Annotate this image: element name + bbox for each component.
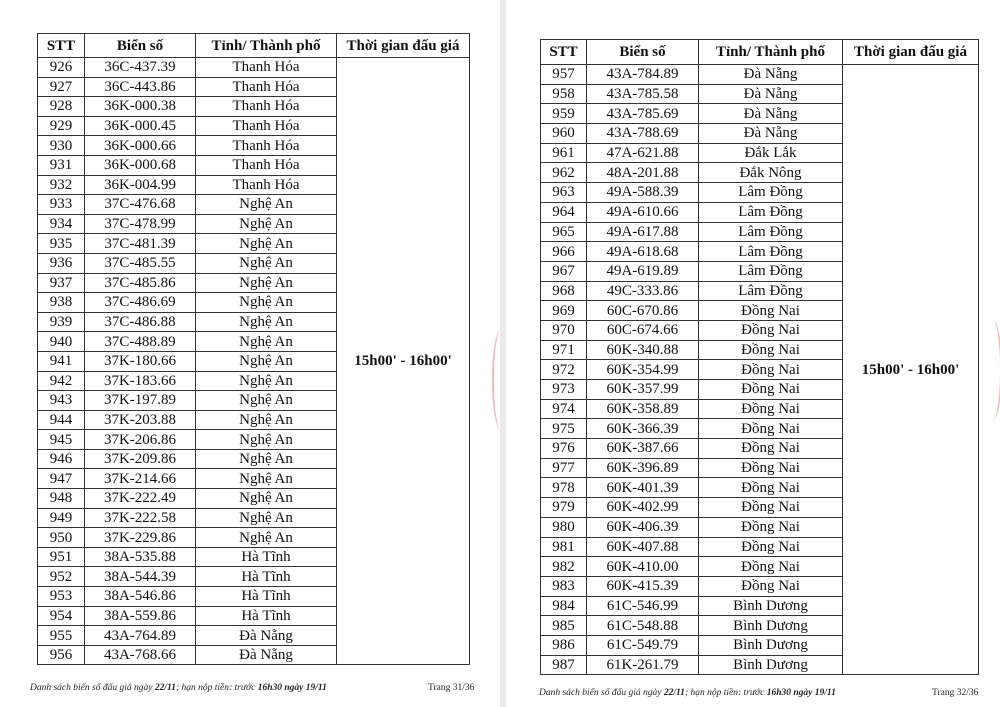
plate-cell: 60K-415.39 bbox=[587, 576, 699, 596]
plate-cell: 60K-366.39 bbox=[587, 419, 699, 439]
plate-cell: 60K-358.89 bbox=[587, 399, 699, 419]
header-stt: STT bbox=[541, 40, 587, 65]
stt-cell: 942 bbox=[38, 371, 85, 391]
province-cell: Đồng Nai bbox=[699, 498, 843, 518]
header-time: Thời gian đấu giá bbox=[337, 34, 470, 58]
stt-cell: 983 bbox=[541, 576, 587, 596]
stt-cell: 975 bbox=[541, 419, 587, 439]
stt-cell: 971 bbox=[541, 340, 587, 360]
stt-cell: 985 bbox=[541, 616, 587, 636]
province-cell: Đồng Nai bbox=[699, 360, 843, 380]
province-cell: Nghệ An bbox=[196, 195, 337, 215]
province-cell: Bình Dương bbox=[699, 616, 843, 636]
plate-cell: 37K-222.58 bbox=[85, 508, 196, 528]
stt-cell: 935 bbox=[38, 234, 85, 254]
province-cell: Đồng Nai bbox=[699, 380, 843, 400]
plate-cell: 37C-481.39 bbox=[85, 234, 196, 254]
stt-cell: 960 bbox=[541, 124, 587, 144]
stt-cell: 982 bbox=[541, 557, 587, 577]
province-cell: Thanh Hóa bbox=[196, 97, 337, 117]
plate-cell: 49A-618.68 bbox=[587, 242, 699, 262]
province-cell: Đồng Nai bbox=[699, 458, 843, 478]
stt-cell: 978 bbox=[541, 478, 587, 498]
province-cell: Thanh Hóa bbox=[196, 136, 337, 156]
plate-cell: 43A-764.89 bbox=[85, 626, 196, 646]
province-cell: Thanh Hóa bbox=[196, 58, 337, 78]
plate-cell: 37K-206.86 bbox=[85, 430, 196, 450]
stt-cell: 958 bbox=[541, 84, 587, 104]
plate-cell: 47A-621.88 bbox=[587, 143, 699, 163]
province-cell: Thanh Hóa bbox=[196, 175, 337, 195]
plate-cell: 38A-544.39 bbox=[85, 567, 196, 587]
province-cell: Đồng Nai bbox=[699, 419, 843, 439]
province-cell: Hà Tĩnh bbox=[196, 567, 337, 587]
province-cell: Đồng Nai bbox=[699, 537, 843, 557]
stt-cell: 963 bbox=[541, 183, 587, 203]
province-cell: Nghệ An bbox=[196, 273, 337, 293]
plate-cell: 60K-401.39 bbox=[587, 478, 699, 498]
plate-cell: 49A-588.39 bbox=[587, 183, 699, 203]
plate-cell: 37K-229.86 bbox=[85, 528, 196, 548]
province-cell: Lâm Đồng bbox=[699, 222, 843, 242]
header-province: Tỉnh/ Thành phố bbox=[196, 34, 337, 58]
province-cell: Đà Nẵng bbox=[699, 65, 843, 85]
header-time: Thời gian đấu giá bbox=[843, 40, 979, 65]
stt-cell: 945 bbox=[38, 430, 85, 450]
stt-cell: 943 bbox=[38, 391, 85, 411]
stt-cell: 939 bbox=[38, 312, 85, 332]
province-cell: Nghệ An bbox=[196, 371, 337, 391]
plate-cell: 60C-674.66 bbox=[587, 320, 699, 340]
province-cell: Đồng Nai bbox=[699, 576, 843, 596]
province-cell: Nghệ An bbox=[196, 528, 337, 548]
stt-cell: 961 bbox=[541, 143, 587, 163]
stt-cell: 933 bbox=[38, 195, 85, 215]
auction-time-cell: 15h00' - 16h00' bbox=[337, 58, 470, 665]
table-row bbox=[541, 65, 979, 85]
province-cell: Lâm Đồng bbox=[699, 202, 843, 222]
province-cell: Đồng Nai bbox=[699, 301, 843, 321]
plate-cell: 37K-222.49 bbox=[85, 489, 196, 509]
province-cell: Đà Nẵng bbox=[196, 626, 337, 646]
page-footer: Danh sách biển số đấu giá ngày 22/11; hạn nộp tiền: trước 16h30 ngày 19/11 bbox=[30, 683, 327, 693]
header-stt: STT bbox=[38, 34, 85, 58]
stt-cell: 948 bbox=[38, 489, 85, 509]
plate-cell: 60K-387.66 bbox=[587, 439, 699, 459]
seal-stamp bbox=[492, 330, 510, 430]
province-cell: Nghệ An bbox=[196, 508, 337, 528]
plate-cell: 37C-488.89 bbox=[85, 332, 196, 352]
plate-cell: 61C-548.88 bbox=[587, 616, 699, 636]
plate-cell: 60K-340.88 bbox=[587, 340, 699, 360]
province-cell: Hà Tĩnh bbox=[196, 606, 337, 626]
province-cell: Nghệ An bbox=[196, 293, 337, 313]
stt-cell: 930 bbox=[38, 136, 85, 156]
plate-cell: 36C-443.86 bbox=[85, 77, 196, 97]
stt-cell: 962 bbox=[541, 163, 587, 183]
stt-cell: 964 bbox=[541, 202, 587, 222]
stt-cell: 950 bbox=[38, 528, 85, 548]
stt-cell: 986 bbox=[541, 635, 587, 655]
plate-cell: 60K-407.88 bbox=[587, 537, 699, 557]
province-cell: Bình Dương bbox=[699, 596, 843, 616]
stt-cell: 959 bbox=[541, 104, 587, 124]
province-cell: Lâm Đồng bbox=[699, 183, 843, 203]
plate-cell: 37C-485.55 bbox=[85, 253, 196, 273]
province-cell: Hà Tĩnh bbox=[196, 587, 337, 607]
plate-cell: 43A-784.89 bbox=[587, 65, 699, 85]
plate-cell: 36K-004.99 bbox=[85, 175, 196, 195]
stt-cell: 987 bbox=[541, 655, 587, 675]
plate-cell: 37C-486.88 bbox=[85, 312, 196, 332]
stt-cell: 944 bbox=[38, 410, 85, 430]
header-plate: Biển số bbox=[587, 40, 699, 65]
plate-cell: 38A-546.86 bbox=[85, 587, 196, 607]
stt-cell: 972 bbox=[541, 360, 587, 380]
plate-cell: 37K-197.89 bbox=[85, 391, 196, 411]
plate-cell: 60K-357.99 bbox=[587, 380, 699, 400]
plate-cell: 43A-788.69 bbox=[587, 124, 699, 144]
stt-cell: 931 bbox=[38, 155, 85, 175]
stt-cell: 953 bbox=[38, 587, 85, 607]
stt-cell: 974 bbox=[541, 399, 587, 419]
stt-cell: 947 bbox=[38, 469, 85, 489]
plate-cell: 61K-261.79 bbox=[587, 655, 699, 675]
plate-cell: 37C-478.99 bbox=[85, 214, 196, 234]
stt-cell: 941 bbox=[38, 351, 85, 371]
header-province: Tỉnh/ Thành phố bbox=[699, 40, 843, 65]
plate-cell: 37C-476.68 bbox=[85, 195, 196, 215]
stt-cell: 968 bbox=[541, 281, 587, 301]
stt-cell: 936 bbox=[38, 253, 85, 273]
province-cell: Đà Nẵng bbox=[196, 645, 337, 665]
document-page-right bbox=[506, 0, 1000, 707]
plate-cell: 36K-000.66 bbox=[85, 136, 196, 156]
province-cell: Bình Dương bbox=[699, 655, 843, 675]
province-cell: Bình Dương bbox=[699, 635, 843, 655]
stt-cell: 956 bbox=[38, 645, 85, 665]
stt-cell: 965 bbox=[541, 222, 587, 242]
plate-cell: 37K-203.88 bbox=[85, 410, 196, 430]
plate-cell: 60C-670.86 bbox=[587, 301, 699, 321]
auction-time-cell: 15h00' - 16h00' bbox=[843, 65, 979, 675]
page-number: Trang 32/36 bbox=[932, 688, 979, 698]
plate-cell: 60K-396.89 bbox=[587, 458, 699, 478]
province-cell: Đắk Nông bbox=[699, 163, 843, 183]
province-cell: Lâm Đồng bbox=[699, 242, 843, 262]
province-cell: Nghệ An bbox=[196, 351, 337, 371]
plate-cell: 48A-201.88 bbox=[587, 163, 699, 183]
province-cell: Đắk Lắk bbox=[699, 143, 843, 163]
province-cell: Lâm Đồng bbox=[699, 281, 843, 301]
province-cell: Lâm Đồng bbox=[699, 261, 843, 281]
stt-cell: 940 bbox=[38, 332, 85, 352]
province-cell: Đồng Nai bbox=[699, 340, 843, 360]
plate-cell: 36K-000.68 bbox=[85, 155, 196, 175]
plate-cell: 60K-406.39 bbox=[587, 517, 699, 537]
page-number: Trang 31/36 bbox=[428, 683, 475, 693]
plate-cell: 37C-486.69 bbox=[85, 293, 196, 313]
stt-cell: 984 bbox=[541, 596, 587, 616]
province-cell: Nghệ An bbox=[196, 253, 337, 273]
province-cell: Đồng Nai bbox=[699, 517, 843, 537]
plate-cell: 36C-437.39 bbox=[85, 58, 196, 78]
stt-cell: 966 bbox=[541, 242, 587, 262]
header-plate: Biển số bbox=[85, 34, 196, 58]
stt-cell: 955 bbox=[38, 626, 85, 646]
province-cell: Đồng Nai bbox=[699, 399, 843, 419]
plates-table bbox=[37, 33, 470, 665]
stt-cell: 957 bbox=[541, 65, 587, 85]
province-cell: Nghệ An bbox=[196, 410, 337, 430]
plate-cell: 37C-485.86 bbox=[85, 273, 196, 293]
stt-cell: 979 bbox=[541, 498, 587, 518]
province-cell: Đồng Nai bbox=[699, 439, 843, 459]
plate-cell: 37K-209.86 bbox=[85, 449, 196, 469]
stt-cell: 928 bbox=[38, 97, 85, 117]
stt-cell: 980 bbox=[541, 517, 587, 537]
province-cell: Nghệ An bbox=[196, 489, 337, 509]
plate-cell: 61C-549.79 bbox=[587, 635, 699, 655]
province-cell: Nghệ An bbox=[196, 469, 337, 489]
plate-cell: 60K-410.00 bbox=[587, 557, 699, 577]
stt-cell: 949 bbox=[38, 508, 85, 528]
plate-cell: 37K-183.66 bbox=[85, 371, 196, 391]
stt-cell: 952 bbox=[38, 567, 85, 587]
province-cell: Nghệ An bbox=[196, 449, 337, 469]
stt-cell: 946 bbox=[38, 449, 85, 469]
province-cell: Nghệ An bbox=[196, 430, 337, 450]
stt-cell: 929 bbox=[38, 116, 85, 136]
province-cell: Thanh Hóa bbox=[196, 116, 337, 136]
province-cell: Nghệ An bbox=[196, 391, 337, 411]
stt-cell: 951 bbox=[38, 547, 85, 567]
province-cell: Nghệ An bbox=[196, 234, 337, 254]
plate-cell: 43A-768.66 bbox=[85, 645, 196, 665]
stt-cell: 927 bbox=[38, 77, 85, 97]
province-cell: Đà Nẵng bbox=[699, 104, 843, 124]
stt-cell: 937 bbox=[38, 273, 85, 293]
plate-cell: 36K-000.38 bbox=[85, 97, 196, 117]
stt-cell: 970 bbox=[541, 320, 587, 340]
plate-cell: 49C-333.86 bbox=[587, 281, 699, 301]
plate-cell: 38A-535.88 bbox=[85, 547, 196, 567]
plate-cell: 38A-559.86 bbox=[85, 606, 196, 626]
province-cell: Hà Tĩnh bbox=[196, 547, 337, 567]
stt-cell: 973 bbox=[541, 380, 587, 400]
province-cell: Nghệ An bbox=[196, 312, 337, 332]
stt-cell: 969 bbox=[541, 301, 587, 321]
stt-cell: 976 bbox=[541, 439, 587, 459]
plate-cell: 37K-214.66 bbox=[85, 469, 196, 489]
table-body bbox=[541, 65, 979, 675]
province-cell: Nghệ An bbox=[196, 214, 337, 234]
plate-cell: 49A-619.89 bbox=[587, 261, 699, 281]
province-cell: Đà Nẵng bbox=[699, 84, 843, 104]
plate-cell: 43A-785.69 bbox=[587, 104, 699, 124]
plate-cell: 60K-354.99 bbox=[587, 360, 699, 380]
plate-cell: 49A-610.66 bbox=[587, 202, 699, 222]
province-cell: Thanh Hóa bbox=[196, 155, 337, 175]
province-cell: Đồng Nai bbox=[699, 557, 843, 577]
plate-cell: 49A-617.88 bbox=[587, 222, 699, 242]
seal-stamp bbox=[984, 320, 1000, 420]
stt-cell: 981 bbox=[541, 537, 587, 557]
plate-cell: 60K-402.99 bbox=[587, 498, 699, 518]
stt-cell: 932 bbox=[38, 175, 85, 195]
plate-cell: 37K-180.66 bbox=[85, 351, 196, 371]
plate-cell: 43A-785.58 bbox=[587, 84, 699, 104]
stt-cell: 954 bbox=[38, 606, 85, 626]
province-cell: Đồng Nai bbox=[699, 320, 843, 340]
stt-cell: 977 bbox=[541, 458, 587, 478]
province-cell: Thanh Hóa bbox=[196, 77, 337, 97]
stt-cell: 934 bbox=[38, 214, 85, 234]
stt-cell: 926 bbox=[38, 58, 85, 78]
plate-cell: 61C-546.99 bbox=[587, 596, 699, 616]
page-footer: Danh sách biển số đấu giá ngày 22/11; hạn nộp tiền: trước 16h30 ngày 19/11 bbox=[539, 688, 836, 698]
table-body bbox=[38, 58, 470, 665]
stt-cell: 938 bbox=[38, 293, 85, 313]
province-cell: Đồng Nai bbox=[699, 478, 843, 498]
table-row bbox=[38, 58, 470, 78]
province-cell: Đà Nẵng bbox=[699, 124, 843, 144]
province-cell: Nghệ An bbox=[196, 332, 337, 352]
plates-table bbox=[540, 39, 979, 675]
stt-cell: 967 bbox=[541, 261, 587, 281]
plate-cell: 36K-000.45 bbox=[85, 116, 196, 136]
